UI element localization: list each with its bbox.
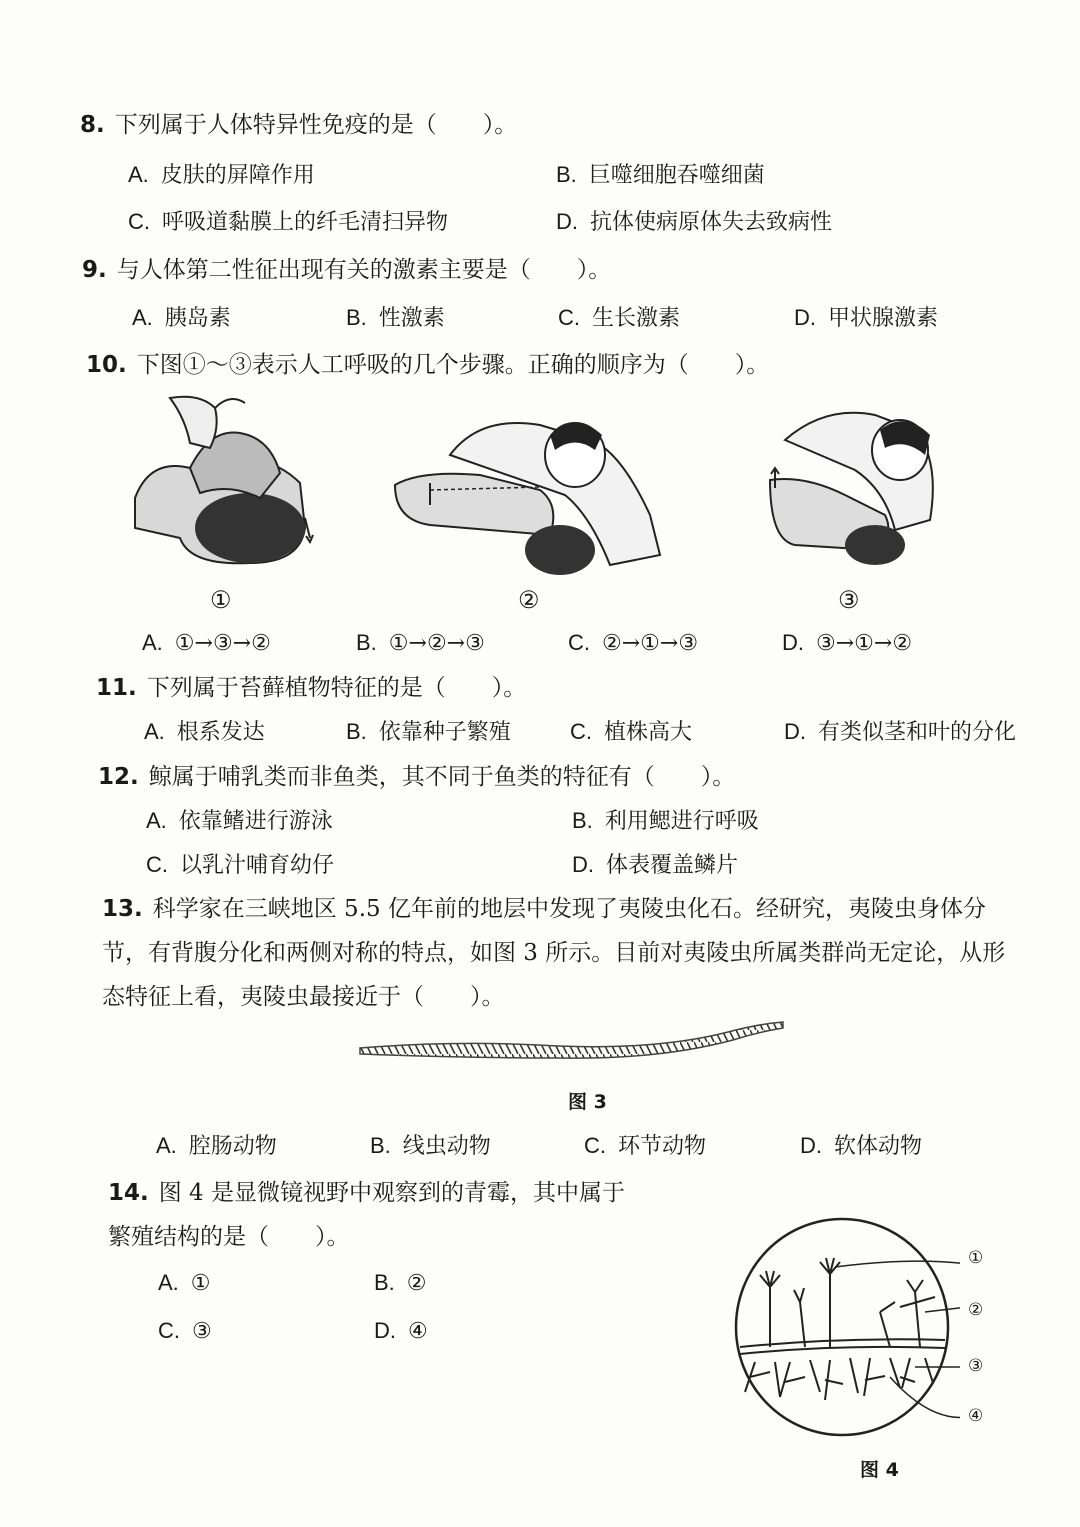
question-number: 9. bbox=[82, 257, 107, 283]
question-13 bbox=[102, 894, 986, 924]
question-text: 与人体第二性征出现有关的激素主要是（ ）。 bbox=[116, 257, 612, 283]
question-number: 13. bbox=[102, 896, 143, 922]
yilingchong-fossil-illustration bbox=[358, 1018, 788, 1068]
question-number: 14. bbox=[108, 1180, 149, 1206]
question-text: 鲸属于哺乳类而非鱼类，其不同于鱼类的特征有（ ）。 bbox=[148, 764, 736, 790]
cpr-step-2-illustration bbox=[390, 395, 665, 580]
figure-label-1: ① bbox=[210, 586, 232, 614]
figure-4-label-3: ③ bbox=[968, 1356, 984, 1376]
question-12 bbox=[98, 762, 735, 792]
figure-4-label-2: ② bbox=[968, 1300, 984, 1320]
option-c[interactable]: C. 环节动物 bbox=[584, 1133, 707, 1159]
figure-3-caption: 图 3 bbox=[568, 1091, 607, 1113]
option-b[interactable]: B. 巨噬细胞吞噬细菌 bbox=[556, 162, 765, 188]
question-text: 科学家在三峡地区 5.5 亿年前的地层中发现了夷陵虫化石。经研究，夷陵虫身体分 bbox=[152, 896, 986, 922]
figure-label-2: ② bbox=[518, 586, 540, 614]
option-c[interactable]: C. ②→①→③ bbox=[568, 630, 699, 656]
question-13-line-3: 态特征上看，夷陵虫最接近于（ ）。 bbox=[102, 984, 505, 1010]
option-a[interactable]: A. ① bbox=[158, 1270, 211, 1296]
question-text: 图 4 是显微镜视野中观察到的青霉，其中属于 bbox=[158, 1180, 626, 1206]
option-d[interactable]: D. 甲状腺激素 bbox=[794, 305, 939, 331]
question-number: 11. bbox=[96, 675, 137, 701]
question-14-line-2: 繁殖结构的是（ ）。 bbox=[108, 1224, 350, 1250]
option-c[interactable]: C. 植株高大 bbox=[570, 719, 693, 745]
figure-4-caption: 图 4 bbox=[860, 1459, 899, 1481]
option-b[interactable]: B. ② bbox=[374, 1270, 427, 1296]
option-d[interactable]: D. 体表覆盖鳞片 bbox=[572, 852, 739, 878]
question-text: 下列属于苔藓植物特征的是（ ）。 bbox=[146, 675, 527, 701]
option-d[interactable]: D. ③→①→② bbox=[782, 630, 913, 656]
question-14 bbox=[108, 1178, 625, 1208]
option-a[interactable]: A. 皮肤的屏障作用 bbox=[128, 162, 315, 188]
option-a[interactable]: A. 腔肠动物 bbox=[156, 1133, 277, 1159]
option-a[interactable]: A. ①→③→② bbox=[142, 630, 271, 656]
cpr-step-3-illustration bbox=[765, 400, 945, 570]
penicillium-microscope-illustration bbox=[730, 1212, 960, 1442]
option-b[interactable]: B. 利用鳃进行呼吸 bbox=[572, 808, 759, 834]
option-d[interactable]: D. ④ bbox=[374, 1318, 428, 1344]
option-a[interactable]: A. 胰岛素 bbox=[132, 305, 231, 331]
question-text: 下图①～③表示人工呼吸的几个步骤。正确的顺序为（ ）。 bbox=[136, 352, 770, 378]
question-9 bbox=[82, 255, 611, 285]
question-number: 10. bbox=[86, 352, 127, 378]
option-b[interactable]: B. ①→②→③ bbox=[356, 630, 485, 656]
option-a[interactable]: A. 依靠鳍进行游泳 bbox=[146, 808, 333, 834]
question-11 bbox=[96, 673, 526, 703]
option-b[interactable]: B. 性激素 bbox=[346, 305, 445, 331]
option-a[interactable]: A. 根系发达 bbox=[144, 719, 265, 745]
option-c[interactable]: C. 呼吸道黏膜上的纤毛清扫异物 bbox=[128, 209, 449, 235]
option-c[interactable]: C. 生长激素 bbox=[558, 305, 681, 331]
question-number: 8. bbox=[80, 112, 105, 138]
option-d[interactable]: D. 有类似茎和叶的分化 bbox=[784, 719, 1017, 745]
question-number: 12. bbox=[98, 764, 139, 790]
figure-4-label-4: ④ bbox=[968, 1406, 984, 1426]
question-8 bbox=[80, 110, 517, 140]
option-d[interactable]: D. 抗体使病原体失去致病性 bbox=[556, 209, 833, 235]
option-b[interactable]: B. 线虫动物 bbox=[370, 1133, 491, 1159]
question-10 bbox=[86, 350, 769, 380]
option-c[interactable]: C. 以乳汁哺育幼仔 bbox=[146, 852, 335, 878]
option-d[interactable]: D. 软体动物 bbox=[800, 1133, 923, 1159]
option-b[interactable]: B. 依靠种子繁殖 bbox=[346, 719, 511, 745]
question-13-line-2: 节，有背腹分化和两侧对称的特点，如图 3 所示。目前对夷陵虫所属类群尚无定论，从形 bbox=[102, 940, 1006, 966]
figure-label-3: ③ bbox=[838, 586, 860, 614]
question-text: 下列属于人体特异性免疫的是（ ）。 bbox=[114, 112, 518, 138]
option-c[interactable]: C. ③ bbox=[158, 1318, 212, 1344]
figure-4-label-1: ① bbox=[968, 1248, 984, 1268]
cpr-step-1-illustration bbox=[130, 388, 320, 578]
